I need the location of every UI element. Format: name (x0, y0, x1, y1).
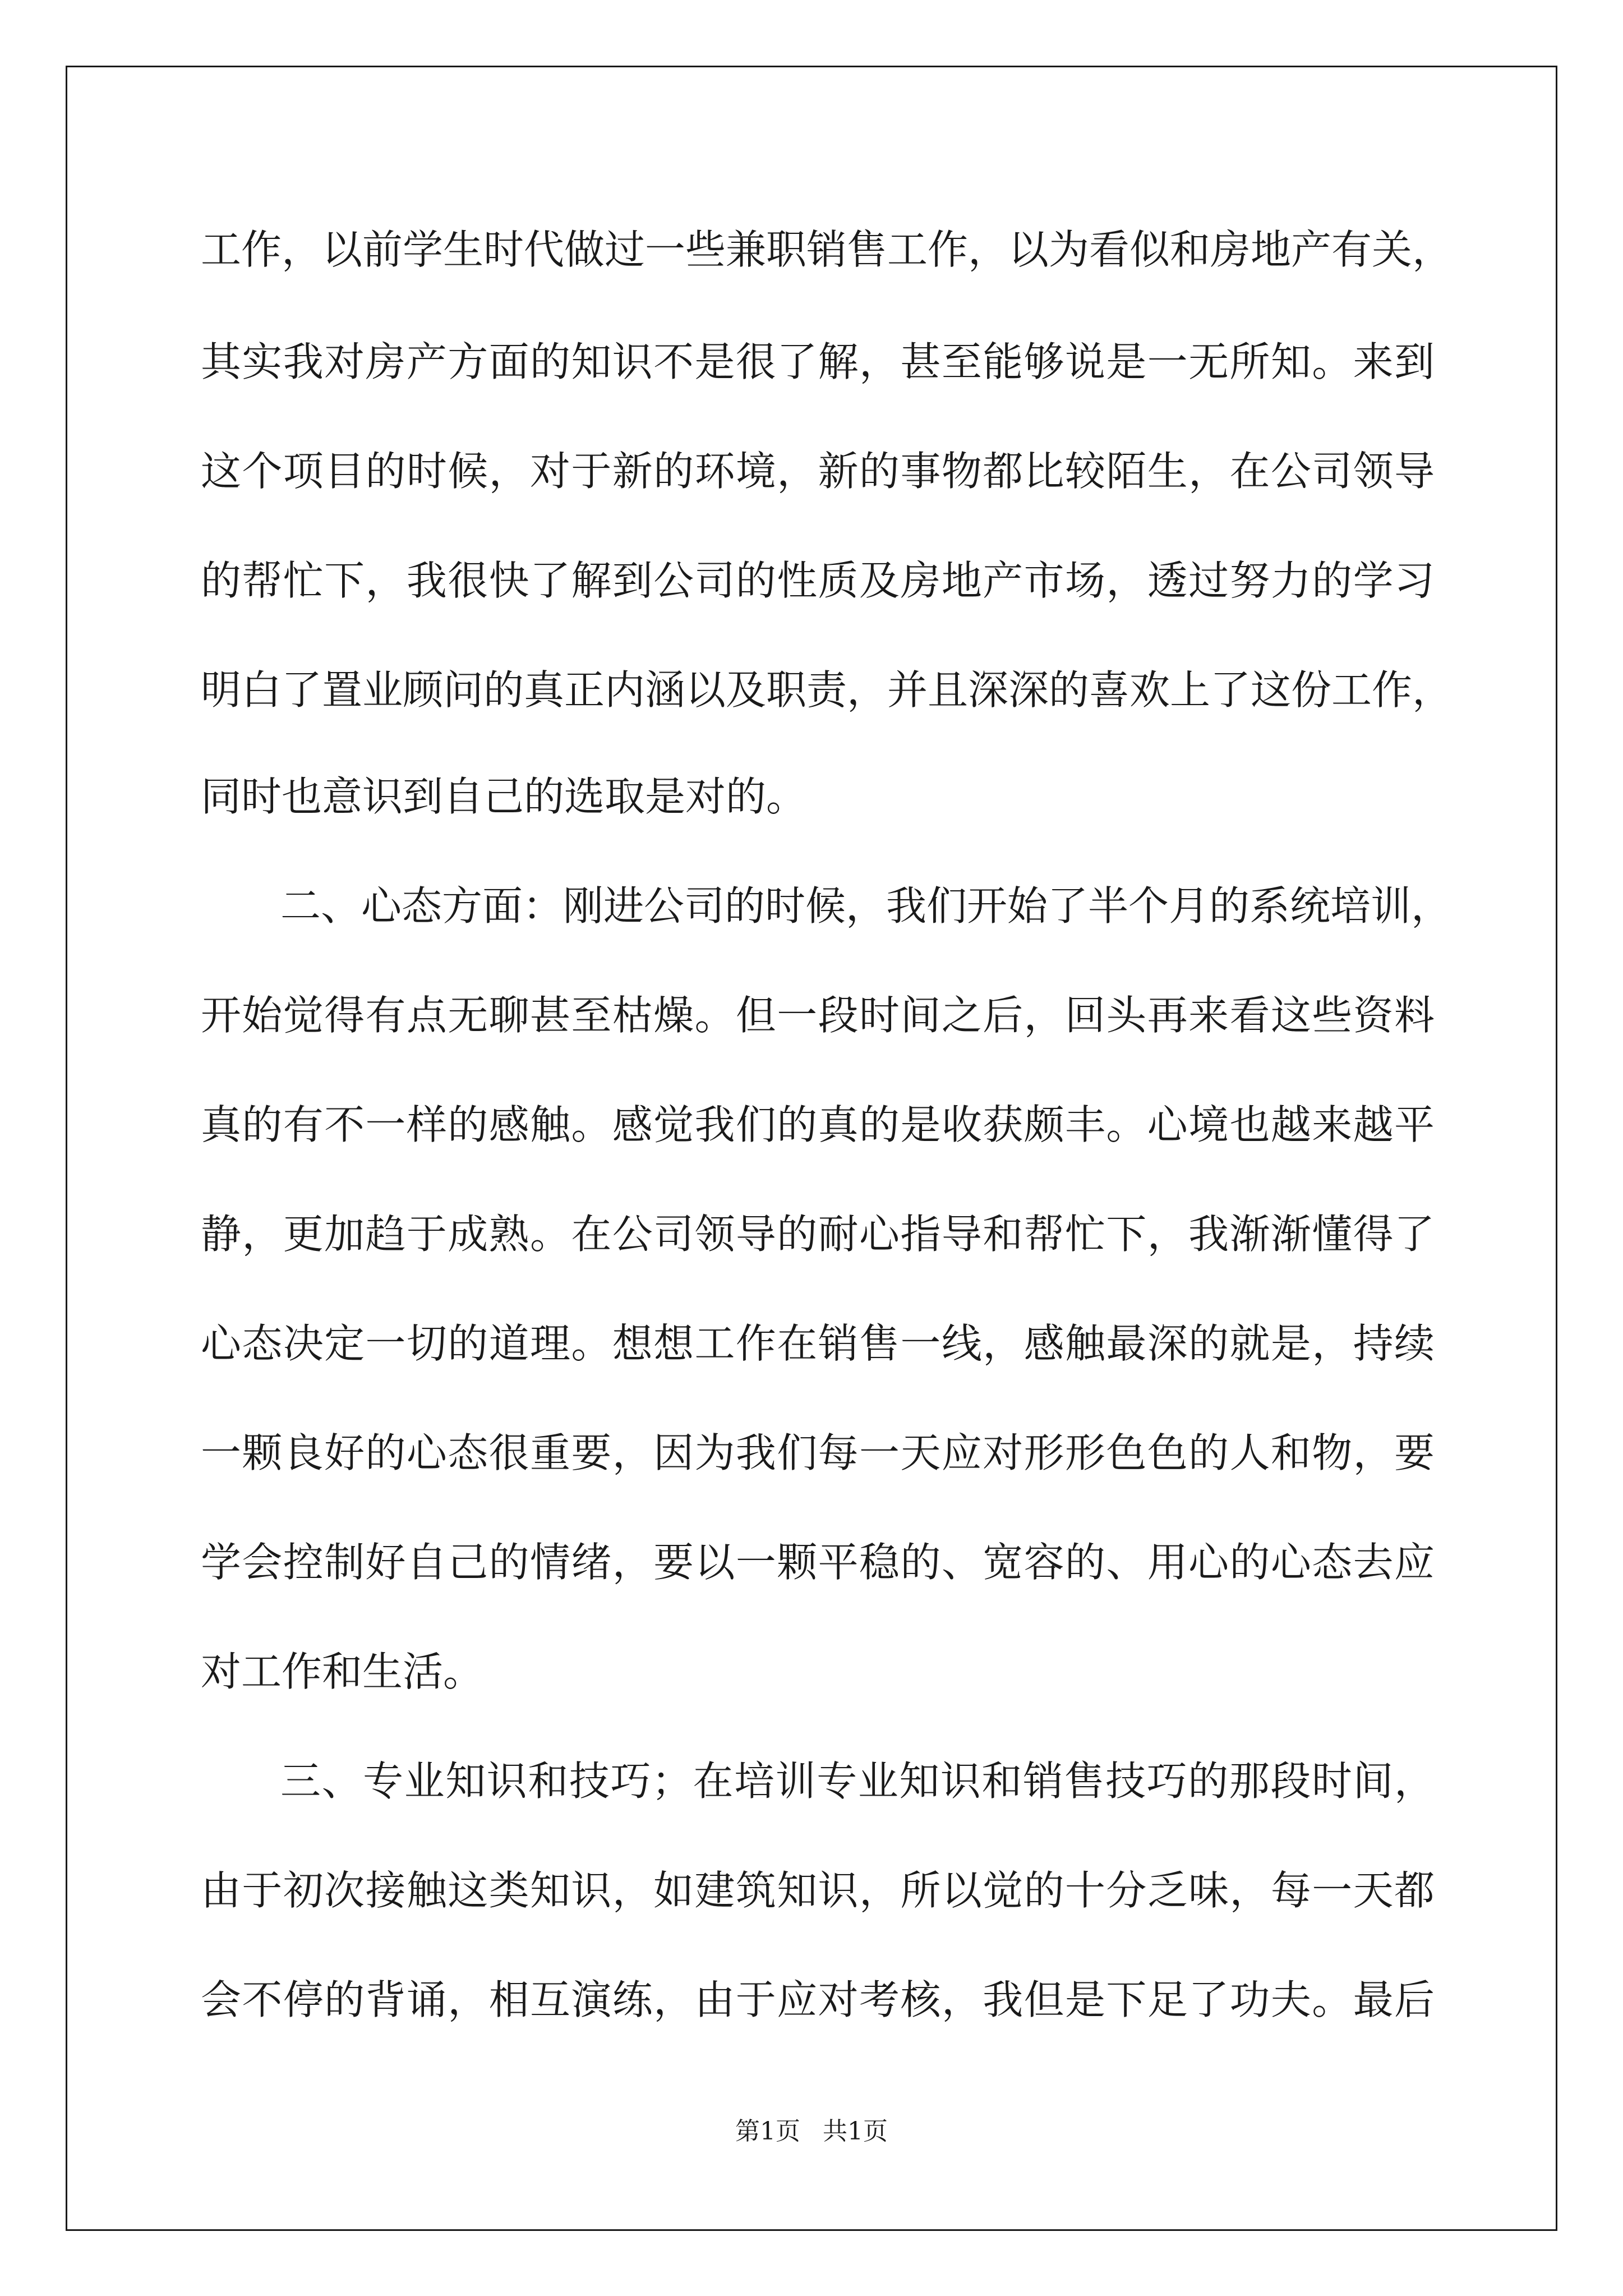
page-total: 共1页 (823, 2117, 888, 2146)
paragraph-line: 心态决定一切的道理。想想工作在销售一线，感触最深的就是，持续 (201, 1320, 1435, 1367)
paragraph-line: 对工作和生活。 (201, 1648, 484, 1695)
paragraph-line: 一颗良好的心态很重要，因为我们每一天应对形形色色的人和物，要 (201, 1429, 1435, 1476)
paragraph-line: 这个项目的时候，对于新的环境，新的事物都比较陌生，在公司领导 (201, 448, 1435, 495)
paragraph-line: 由于初次接触这类知识，如建筑知识，所以觉的十分乏味，每一天都 (201, 1867, 1435, 1914)
paragraph-line: 学会控制好自己的情绪，要以一颗平稳的、宽容的、用心的心态去应 (201, 1539, 1435, 1586)
paragraph-line: 二、心态方面：刚进公司的时候，我们开始了半个月的系统培训， (280, 882, 1452, 930)
page-number: 第1页 (735, 2117, 800, 2146)
paragraph-line: 真的有不一样的感触。感觉我们的真的是收获颇丰。心境也越来越平 (201, 1101, 1435, 1148)
page-footer (0, 2115, 1623, 2148)
paragraph-line: 会不停的背诵，相互演练，由于应对考核，我但是下足了功夫。最后 (201, 1976, 1435, 2023)
paragraph-line: 三、专业知识和技巧；在培训专业知识和销售技巧的那段时间， (280, 1757, 1435, 1805)
paragraph-line: 工作，以前学生时代做过一些兼职销售工作，以为看似和房地产有关， (201, 226, 1453, 273)
paragraph-line: 其实我对房产方面的知识不是很了解，甚至能够说是一无所知。来到 (201, 338, 1435, 385)
paragraph-line: 同时也意识到自己的选取是对的。 (201, 773, 807, 820)
paragraph-line: 静，更加趋于成熟。在公司领导的耐心指导和帮忙下，我渐渐懂得了 (201, 1211, 1435, 1258)
paragraph-line: 的帮忙下，我很快了解到公司的性质及房地产市场，透过努力的学习 (201, 557, 1435, 604)
paragraph-line: 开始觉得有点无聊甚至枯燥。但一段时间之后，回头再来看这些资料 (201, 992, 1435, 1039)
paragraph-line: 明白了置业顾问的真正内涵以及职责，并且深深的喜欢上了这份工作， (201, 666, 1453, 714)
